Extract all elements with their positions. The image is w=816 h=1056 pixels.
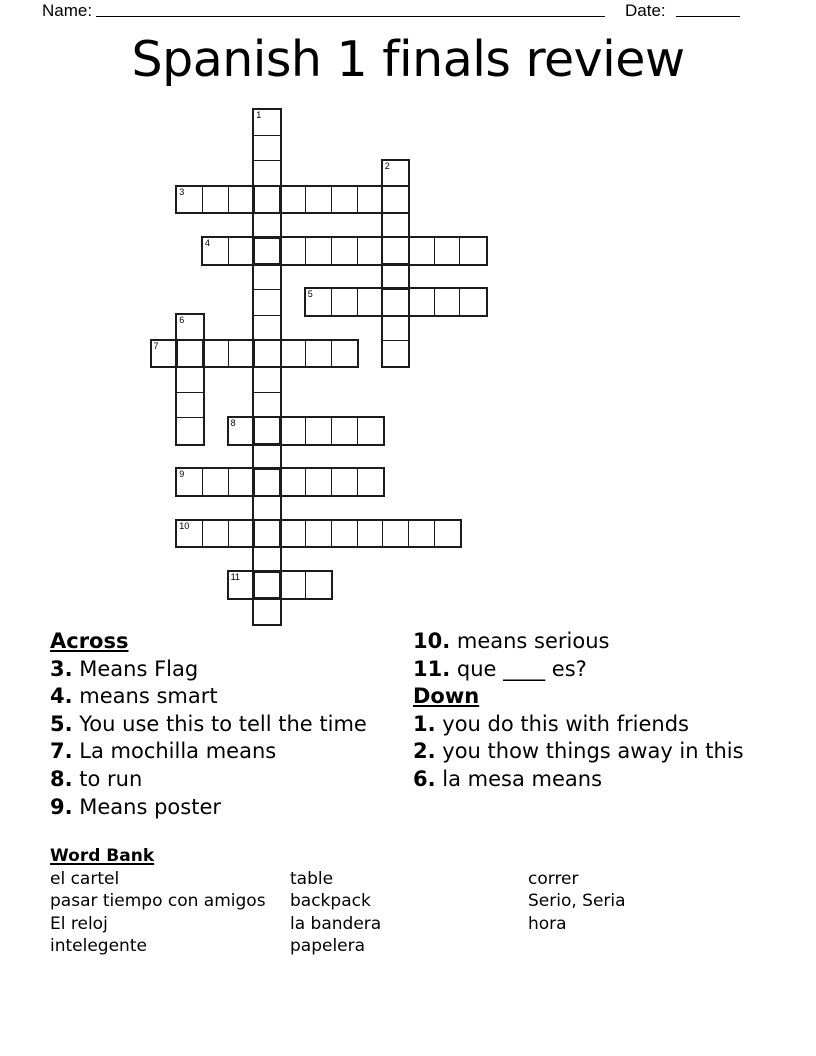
word-bank-heading: Word Bank <box>50 846 155 866</box>
cell-divider <box>382 187 383 213</box>
answer-slot-3-across <box>175 185 410 215</box>
page-title: Spanish 1 finals review <box>131 31 685 88</box>
word-bank-column <box>528 868 626 958</box>
clue-number-label: 3 <box>179 186 185 197</box>
cell-divider <box>254 315 280 316</box>
word-bank-item: papelera <box>290 936 366 956</box>
answer-slot-10-across <box>175 519 462 549</box>
clue-item <box>50 738 412 766</box>
cell-divider <box>254 187 255 213</box>
cell-divider <box>434 238 435 264</box>
clue-item-text: means smart <box>72 684 218 709</box>
cell-divider <box>254 418 255 444</box>
date-label: Date: <box>625 1 666 20</box>
answer-slot-9-across <box>175 467 385 497</box>
clue-item-number: 11. <box>413 656 451 681</box>
clue-item-text: Means poster <box>72 794 222 819</box>
clue-item-text: you do this with friends <box>435 711 689 736</box>
word-bank-item: El reloj <box>50 913 108 934</box>
cell-divider <box>228 187 229 213</box>
clues-column-left <box>50 628 412 821</box>
cell-divider <box>459 238 460 264</box>
cell-divider <box>331 469 332 495</box>
clue-number-label: 9 <box>179 469 185 480</box>
cell-divider <box>254 289 280 290</box>
clue-number-label: 6 <box>179 315 185 326</box>
word-bank-item: pasar tiempo con amigos <box>50 891 266 911</box>
clue-item-number: 9. <box>50 794 73 819</box>
cell-divider <box>228 469 229 495</box>
cell-divider <box>357 418 358 444</box>
clue-item <box>413 738 775 766</box>
clue-item-text: you thow things away in this <box>435 739 744 764</box>
cell-divider <box>254 238 255 264</box>
cell-divider <box>279 418 280 444</box>
answer-slot-5-across <box>304 287 488 317</box>
clue-number-label: 5 <box>307 289 313 300</box>
cell-divider <box>357 469 358 495</box>
clue-item <box>50 683 412 711</box>
cell-divider <box>382 238 383 264</box>
cell-divider <box>357 521 358 547</box>
clue-section-heading: Across <box>50 629 129 653</box>
clue-item-number: 6. <box>413 766 436 791</box>
word-bank-item: el cartel <box>50 868 120 889</box>
cell-divider <box>254 469 255 495</box>
clue-item-text: que ____ es? <box>450 656 587 681</box>
cell-divider <box>279 238 280 264</box>
clue-item <box>50 794 412 822</box>
cell-divider <box>177 392 203 393</box>
clue-item <box>413 628 775 656</box>
cell-divider <box>331 341 332 367</box>
cell-divider <box>279 469 280 495</box>
cell-divider <box>408 289 409 315</box>
cell-divider <box>408 238 409 264</box>
cell-divider <box>254 160 280 161</box>
word-bank-columns <box>50 868 780 958</box>
clue-number-label: 8 <box>230 417 236 428</box>
answer-slot-4-across <box>201 236 488 266</box>
clue-item-number: 8. <box>50 766 73 791</box>
cell-divider <box>331 289 332 315</box>
cell-divider <box>305 521 306 547</box>
answer-slot-7-across <box>150 339 360 369</box>
clue-number-label: 1 <box>256 109 262 120</box>
cell-divider <box>305 187 306 213</box>
cell-divider <box>228 521 229 547</box>
word-bank-column <box>290 868 528 958</box>
cell-divider <box>331 238 332 264</box>
answer-slot-11-across <box>227 570 334 600</box>
clue-item-number: 3. <box>50 656 73 681</box>
word-bank-section <box>50 845 780 958</box>
cell-divider <box>331 418 332 444</box>
clue-number-label: 2 <box>384 160 390 171</box>
word-bank-column <box>50 868 290 958</box>
cell-divider <box>202 187 203 213</box>
clue-item-number: 4. <box>50 684 73 709</box>
clue-number-label: 11 <box>230 572 240 583</box>
word-bank-item: intelegente <box>50 936 147 956</box>
cell-divider <box>254 135 280 136</box>
clues-column-right <box>413 628 775 794</box>
cell-divider <box>202 521 203 547</box>
cell-divider <box>202 341 203 367</box>
clue-section-heading: Down <box>413 684 480 709</box>
cell-divider <box>331 187 332 213</box>
cell-divider <box>279 187 280 213</box>
cell-divider <box>280 341 281 367</box>
clue-item-number: 7. <box>50 739 73 764</box>
cell-divider <box>382 521 383 547</box>
cell-divider <box>383 340 409 341</box>
cell-divider <box>202 469 203 495</box>
clue-item <box>413 711 775 739</box>
clue-item-text: la mesa means <box>435 766 603 791</box>
word-bank-item: la bandera <box>290 913 382 934</box>
cell-divider <box>177 341 178 367</box>
cell-divider <box>331 521 332 547</box>
answer-slot-8-across <box>227 416 385 446</box>
cell-divider <box>228 341 229 367</box>
clue-item-text: Means Flag <box>72 656 199 681</box>
clue-item-number: 1. <box>413 711 436 736</box>
cell-divider <box>305 341 306 367</box>
cell-divider <box>434 521 435 547</box>
cell-divider <box>459 289 460 315</box>
cell-divider <box>279 521 280 547</box>
clue-item-number: 10. <box>413 629 451 653</box>
cell-divider <box>254 392 280 393</box>
cell-divider <box>357 187 358 213</box>
cell-divider <box>254 341 255 367</box>
clue-number-label: 10 <box>179 520 190 531</box>
cell-divider <box>305 469 306 495</box>
word-bank-item: correr <box>528 868 579 889</box>
cell-divider <box>254 521 255 547</box>
cell-divider <box>305 238 306 264</box>
clue-item-text: La mochilla means <box>72 739 277 764</box>
word-bank-item: Serio, Seria <box>528 891 626 911</box>
cell-divider <box>434 289 435 315</box>
cell-divider <box>279 572 280 598</box>
word-bank-item: table <box>290 868 334 889</box>
answer-slot-6-down <box>175 313 205 446</box>
word-bank-item: backpack <box>290 891 371 911</box>
cell-divider <box>305 572 306 598</box>
clue-item <box>413 656 775 684</box>
name-label: Name: <box>42 1 93 20</box>
cell-divider <box>357 238 358 264</box>
cell-divider <box>305 418 306 444</box>
clue-number-label: 4 <box>204 238 210 248</box>
clue-item <box>50 656 412 684</box>
clue-item <box>50 711 412 739</box>
clue-item-text: means serious <box>450 629 610 653</box>
word-bank-item: hora <box>528 913 567 934</box>
clue-item <box>413 766 775 794</box>
cell-divider <box>177 417 203 418</box>
cell-divider <box>382 289 383 315</box>
clue-item <box>50 766 412 794</box>
cell-divider <box>408 521 409 547</box>
cell-divider <box>357 289 358 315</box>
clue-number-label: 7 <box>153 340 159 351</box>
cell-divider <box>228 238 229 264</box>
cell-divider <box>254 572 255 598</box>
clue-item-number: 5. <box>50 711 73 736</box>
clue-item-text: You use this to tell the time <box>72 711 367 736</box>
clue-item-text: to run <box>72 766 143 791</box>
clue-item-number: 2. <box>413 739 436 764</box>
